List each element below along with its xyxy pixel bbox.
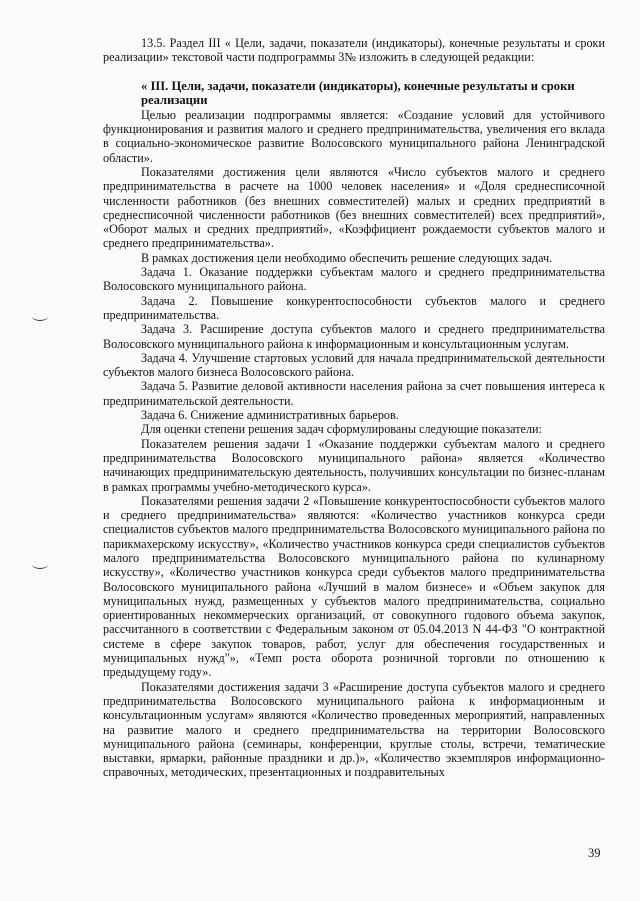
paragraph: Показателями достижения задачи 3 «Расширение доступа субъектов малого и среднего предпринимательства Волосовского муниципального района к информационным и консультационным услугам» являются «Количество проведенных мероприятий, направленных на развитие малого и среднего предпринимательства на территории Волосовского муниципального района (семинары, конференции, круглые столы, встречи, тематические выставки, ярмарки, районные праздники и др.)», «Количество экземпляров информационно-справочных, методических, презентационных и поздравительных [103,679,605,780]
page-number: 39 [588,846,601,860]
paragraph: Задача 4. Улучшение стартовых условий для начала предпринимательской деятельности субъектов малого бизнеса Волосовского района. [103,350,605,380]
paragraph: Задача 5. Развитие деловой активности населения района за счет повышения интереса к предпринимательской деятельности. [103,379,605,408]
paragraph: Задача 6. Снижение административных барьеров. [141,408,399,423]
paragraph: Показателем решения задачи 1 «Оказание поддержки субъектам малого и среднего предпринимательства Волосовского муниципального района» является «Количество начинающих предпринимательскую деятельность, получивших консультации по бизнес-планам в рамках программы учебно-методического курса». [103,436,605,494]
paragraph: Задача 2. Повышение конкурентоспособности субъектов малого и среднего предпринимательства. [103,293,605,322]
section-heading: « III. Цели, задачи, показатели (индикаторы), конечные результаты и сроки реализации [141,78,575,108]
margin-mark [32,560,48,569]
paragraph: Задача 3. Расширение доступа субъектов малого и среднего предпринимательства Волосовского муниципального района к информационным и консультационным услугам. [103,322,605,351]
paragraph: Для оценки степени решения задач сформулированы следующие показатели: [141,422,542,437]
document-body [103,36,605,780]
margin-mark [32,312,48,321]
paragraph: Показателями решения задачи 2 «Повышение конкурентоспособности субъектов малого и среднего предпринимательства» являются: «Количество участников конкурса среди специалистов субъектов малого предпринимательства Волосовского муниципального района по парикмахерскому искусству», «Количество участников конкурса среди специалистов субъектов малого предпринимательства Волосовского муниципального района по кулинарному искусству», «Количество участников конкурса среди субъектов малого предпринимательства Волосовского муниципального района «Лучший в малом бизнесе» и «Объем закупок для муниципальных нужд, размещенных у субъектов малого предпринимательства, социально ориентированных некоммерческих организаций, от совокупного годового объема закупок, рассчитанного в соответствии с Федеральным законом от 05.04.2013 N 44-ФЗ "О контрактной системе в сфере закупок товаров, работ, услуг для обеспечения государственных и муниципальных нужд"», «Темп роста оборота розничной торговли по отношению к предыдущему году». [103,493,605,680]
paragraph: Показателями достижения цели являются «Число субъектов малого и среднего предпринимательства в расчете на 1000 человек населения» и «Доля среднесписочной численности работников (без внешних совместителей) малых и средних предприятий в среднесписочной численности работников (без внешних совместителей) всех предприятий», «Оборот малых и средних предприятий», «Коэффициент рождаемости субъектов малого и среднего предпринимательства». [103,164,605,251]
paragraph: В рамках достижения цели необходимо обеспечить решение следующих задач. [141,250,553,265]
intro-paragraph: 13.5. Раздел III « Цели, задачи, показатели (индикаторы), конечные результаты и сроки реализации» текстовой части подпрограммы 3№ изложить в следующей редакции: [103,36,605,65]
paragraph: Целью реализации подпрограммы является: «Создание условий для устойчивого функционирования и развития малого и среднего предпринимательства, увеличения его вклада в социально-экономическое развитие Волосовского муниципального района Ленинградской области». [103,107,605,165]
paragraph: Задача 1. Оказание поддержки субъектам малого и среднего предпринимательства Волосовского муниципального района. [103,265,605,294]
